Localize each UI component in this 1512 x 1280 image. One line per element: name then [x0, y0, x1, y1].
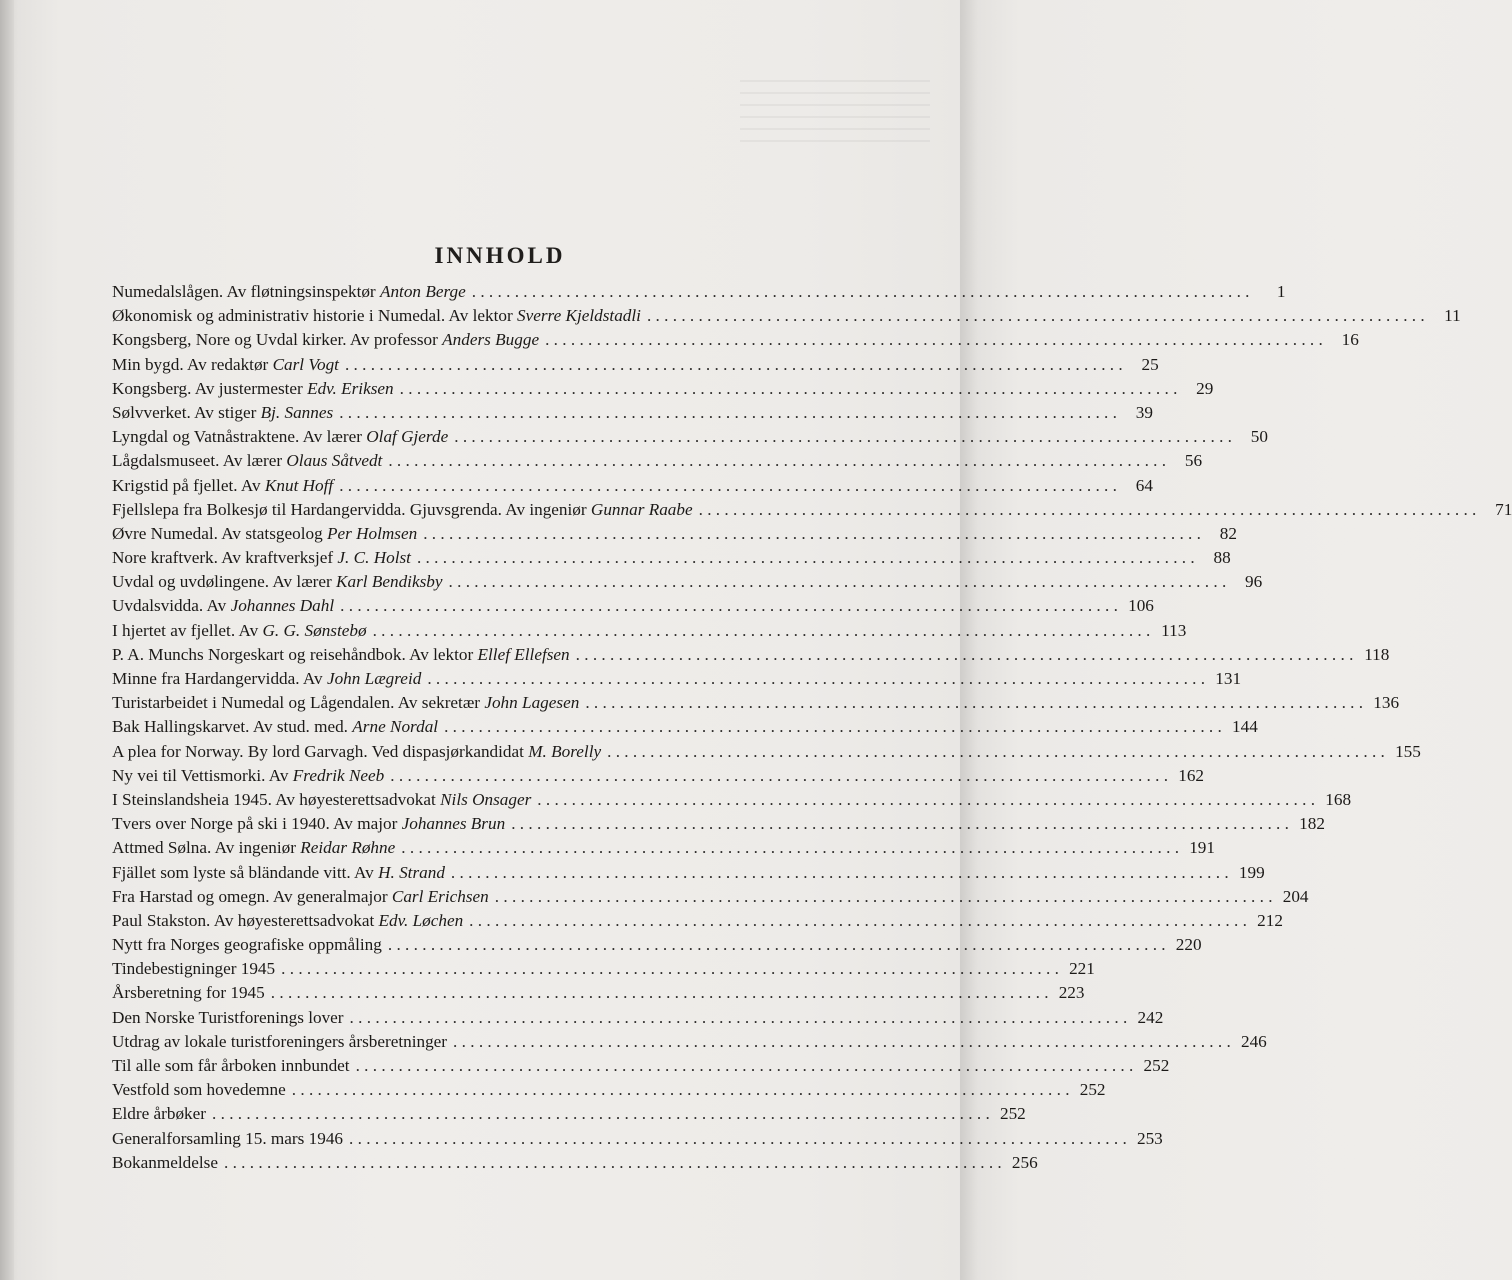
toc-entry-text: Attmed Sølna. Av ingeniør: [112, 838, 301, 858]
toc-entry-author: Carl Vogt: [272, 354, 339, 374]
toc-entry: [112, 836, 1215, 860]
dot-leader: [647, 304, 1425, 328]
toc-entry-title: [112, 498, 693, 522]
toc-entry-text: Vestfold som hovedemne: [112, 1080, 286, 1100]
dot-leader: [423, 522, 1201, 546]
toc-entry-text: Økonomisk og administrativ historie i Numedal. Av lektor: [112, 306, 517, 326]
toc-entry-author: Sverre Kjeldstadli: [516, 306, 641, 326]
contents-heading: INNHOLD: [434, 243, 566, 269]
dot-leader: [388, 449, 1166, 473]
toc-entry: [112, 328, 1359, 352]
toc-entry-page-number: 220: [1175, 935, 1202, 955]
toc-entry-page-number: 162: [1178, 765, 1205, 785]
toc-entry: [112, 474, 1153, 498]
toc-entry-title: [112, 1030, 447, 1054]
toc-entry-page-number: 221: [1069, 959, 1095, 979]
toc-entry-text: Eldre årbøker: [112, 1104, 207, 1124]
toc-entry-text: Fjellslepa fra Bolkesjø til Hardangervidda. Gjuvsgrenda. Av ingeniør: [112, 499, 591, 519]
toc-entry-title: [112, 570, 443, 594]
dot-leader: [585, 691, 1363, 715]
toc-entry-page-number: 1: [1276, 282, 1286, 301]
dot-leader: [292, 1078, 1070, 1102]
toc-entry: [112, 643, 1390, 667]
dot-leader: [373, 619, 1151, 643]
toc-entry-page-number: 252: [1079, 1080, 1106, 1100]
dot-leader: [339, 401, 1117, 425]
dot-leader: [390, 764, 1168, 788]
dot-leader: [469, 909, 1247, 933]
toc-entry-text: Fjället som lyste så bländande vitt. Av: [112, 862, 379, 882]
toc-entry-text: Ny vei til Vettismorki. Av: [112, 765, 293, 785]
toc-entry-page-number: 168: [1325, 789, 1352, 809]
toc-entry-title: [112, 981, 265, 1005]
toc-entry-text: Kongsberg. Av justermester: [112, 378, 308, 398]
toc-entry-title: [112, 377, 394, 401]
toc-entry-page-number: 199: [1238, 862, 1265, 882]
toc-entry-text: Turistarbeidet i Numedal og Lågendalen. Av sekretær: [112, 693, 485, 713]
toc-entry-page-number: 113: [1161, 620, 1187, 640]
toc-entry: [112, 981, 1085, 1005]
dot-leader: [472, 280, 1250, 304]
toc-entry-page-number: 191: [1189, 838, 1215, 858]
toc-entry-title: [112, 425, 448, 449]
dot-leader: [511, 812, 1289, 836]
toc-entry-page-number: 29: [1196, 378, 1214, 398]
toc-entry-author: J. C. Holst: [337, 548, 411, 568]
toc-entry-title: [112, 619, 367, 643]
toc-entry-title: [112, 522, 417, 546]
toc-entry-text: Lågdalsmuseet. Av lærer: [112, 451, 287, 471]
toc-entry-title: [112, 546, 411, 570]
toc-entry-author: Reidar Røhne: [300, 838, 396, 858]
toc-entry-title: [112, 1006, 344, 1030]
toc-entry-author: Carl Erichsen: [391, 886, 489, 906]
toc-entry-title: [112, 304, 641, 328]
toc-entry-author: Edv. Eriksen: [307, 378, 394, 398]
toc-entry: [112, 522, 1237, 546]
toc-entry-text: Krigstid på fjellet. Av: [112, 475, 265, 495]
toc-entry-text: Paul Stakston. Av høyesterettsadvokat: [112, 910, 379, 930]
toc-entry: [112, 885, 1309, 909]
toc-entry-page-number: 88: [1213, 548, 1231, 568]
toc-entry: [112, 740, 1421, 764]
toc-entry-title: [112, 812, 505, 836]
toc-entry-title: [112, 594, 334, 618]
toc-entry-page-number: 118: [1364, 644, 1390, 664]
dot-leader: [417, 546, 1195, 570]
toc-entry: [112, 401, 1153, 425]
toc-entry: [112, 425, 1268, 449]
toc-entry-text: Minne fra Hardangervidda. Av: [112, 669, 327, 688]
toc-entry-text: Den Norske Turistforenings lover: [112, 1007, 344, 1027]
toc-entry-text: Nore kraftverk. Av kraftverksjef: [112, 548, 338, 568]
toc-entry-page-number: 11: [1444, 306, 1461, 326]
toc-entry: [112, 1102, 1026, 1126]
toc-entry-author: Edv. Løchen: [378, 910, 464, 930]
dot-leader: [451, 861, 1229, 885]
toc-entry-page-number: 64: [1135, 475, 1153, 495]
toc-entry-title: [112, 1078, 286, 1102]
dot-leader: [449, 570, 1227, 594]
toc-entry-author: Arne Nordal: [352, 717, 439, 737]
toc-entry-page-number: 71: [1495, 499, 1512, 519]
toc-entry-page-number: 131: [1215, 669, 1242, 688]
dot-leader: [401, 836, 1179, 860]
toc-entry-author: John Lægreid: [326, 669, 422, 688]
dot-leader: [454, 425, 1232, 449]
toc-entry-text: Sølvverket. Av stiger: [112, 402, 261, 422]
toc-entry-author: Olaf Gjerde: [366, 427, 449, 447]
toc-entry-page-number: 56: [1184, 451, 1203, 471]
toc-entry-text: Fra Harstad og omegn. Av generalmajor: [112, 886, 392, 906]
toc-entry-title: [112, 1151, 218, 1175]
page-gutter-shadow: [0, 0, 14, 1280]
toc-entry-title: [112, 885, 489, 909]
toc-entry-page-number: 136: [1373, 693, 1400, 713]
toc-entry-author: Knut Hoff: [264, 475, 334, 495]
toc-entry: [112, 691, 1400, 715]
toc-entry: [112, 1006, 1164, 1030]
dot-leader: [427, 667, 1205, 691]
toc-entry-text: Lyngdal og Vatnåstraktene. Av lærer: [112, 427, 367, 447]
dot-leader: [345, 353, 1123, 377]
toc-entry-text: I Steinslandsheia 1945. Av høyesterettsadvokat: [112, 789, 441, 809]
toc-entry-text: Uvdal og uvdølingene. Av lærer: [112, 572, 337, 592]
toc-entry-title: [112, 861, 445, 885]
toc-entry-title: [112, 1127, 343, 1151]
toc-entry-author: Bj. Sannes: [260, 402, 334, 422]
dot-leader: [576, 643, 1354, 667]
toc-entry-text: Generalforsamling 15. mars 1946: [112, 1128, 344, 1148]
toc-entry-author: Gunnar Raabe: [590, 499, 693, 519]
toc-entry: [112, 715, 1258, 739]
toc-entry-author: H. Strand: [378, 862, 445, 882]
toc-entry-author: Karl Bendiksby: [336, 572, 443, 592]
toc-entry-title: [112, 836, 395, 860]
dot-leader: [349, 1127, 1127, 1151]
toc-entry: [112, 280, 1286, 304]
toc-entry-title: [112, 740, 601, 764]
toc-entry-text: Nytt fra Norges geografiske oppmåling: [112, 935, 382, 955]
toc-entry-text: Bak Hallingskarvet. Av stud. med.: [112, 717, 353, 737]
toc-entry-text: Til alle som får årboken innbundet: [112, 1056, 350, 1075]
toc-entry-page-number: 212: [1257, 910, 1283, 930]
toc-entry-page-number: 144: [1232, 717, 1258, 737]
toc-entry-title: [112, 691, 579, 715]
toc-entry-title: [112, 401, 333, 425]
dot-leader: [340, 594, 1118, 618]
toc-entry-page-number: 106: [1128, 596, 1154, 616]
toc-entry-title: [112, 328, 539, 352]
toc-entry-text: Numedalslågen. Av fløtningsinspektør: [112, 282, 380, 301]
toc-entry: [112, 788, 1352, 812]
toc-entry: [112, 377, 1214, 401]
toc-entry-title: [112, 788, 531, 812]
toc-entry: [112, 304, 1461, 328]
toc-entry: [112, 1054, 1170, 1078]
dot-leader: [495, 885, 1273, 909]
toc-entry: [112, 667, 1242, 691]
toc-entry: [112, 594, 1154, 618]
toc-entry-page-number: 256: [1011, 1152, 1038, 1172]
toc-entry-text: Uvdalsvidda. Av: [112, 596, 231, 616]
toc-entry: [112, 353, 1159, 377]
toc-entry-text: I hjertet av fjellet. Av: [112, 620, 263, 640]
toc-entry-author: Anton Berge: [379, 282, 466, 301]
toc-entry-text: Utdrag av lokale turistforeningers årsberetninger: [112, 1031, 448, 1051]
toc-entry-title: [112, 764, 384, 788]
toc-entry-title: [112, 449, 382, 473]
toc-entry-text: Øvre Numedal. Av statsgeolog: [112, 523, 327, 543]
dot-leader: [444, 715, 1222, 739]
toc-entry-page-number: 246: [1240, 1031, 1267, 1051]
toc-entry: [112, 909, 1283, 933]
toc-entry-page-number: 253: [1136, 1128, 1163, 1148]
dot-leader: [271, 981, 1049, 1005]
toc-entry: [112, 1078, 1106, 1102]
toc-entry-title: [112, 643, 570, 667]
toc-entry-page-number: 25: [1141, 354, 1159, 374]
toc-entry-title: [112, 715, 438, 739]
dot-leader: [224, 1151, 1002, 1175]
toc-entry-title: [112, 667, 421, 691]
dot-leader: [281, 957, 1059, 981]
toc-entry-author: Per Holmsen: [326, 523, 418, 543]
toc-entry-author: Nils Onsager: [440, 789, 532, 809]
toc-entry-page-number: 155: [1395, 741, 1421, 761]
dot-leader: [607, 740, 1385, 764]
toc-entry-author: G. G. Sønstebø: [262, 620, 367, 640]
show-through-text: [740, 70, 930, 210]
dot-leader: [350, 1006, 1128, 1030]
toc-entry-page-number: 252: [1143, 1056, 1170, 1075]
toc-entry-author: Johannes Brun: [401, 814, 506, 834]
dot-leader: [453, 1030, 1231, 1054]
dot-leader: [400, 377, 1178, 401]
toc-entry-title: [112, 909, 463, 933]
dot-leader: [699, 498, 1477, 522]
toc-entry: [112, 1151, 1038, 1175]
toc-entry-page-number: 16: [1341, 330, 1359, 350]
toc-entry-page-number: 82: [1219, 523, 1237, 543]
toc-entry-author: Fredrik Neeb: [292, 765, 385, 785]
toc-entry-page-number: 96: [1245, 572, 1263, 592]
dot-leader: [545, 328, 1323, 352]
toc-entry-text: Tindebestigninger 1945: [112, 959, 276, 979]
toc-entry: [112, 957, 1095, 981]
toc-entry-title: [112, 353, 339, 377]
toc-entry-text: Min bygd. Av redaktør: [112, 354, 273, 374]
toc-entry: [112, 1127, 1163, 1151]
toc-entry-text: Kongsberg, Nore og Uvdal kirker. Av professor: [112, 330, 443, 350]
toc-entry-page-number: 223: [1058, 983, 1085, 1003]
toc-entry: [112, 764, 1205, 788]
toc-entry: [112, 449, 1203, 473]
toc-entry-author: John Lagesen: [484, 693, 580, 713]
table-of-contents: [112, 280, 1512, 1175]
toc-entry-page-number: 204: [1282, 886, 1309, 906]
toc-entry-author: M. Borelly: [528, 741, 602, 761]
dot-leader: [212, 1102, 990, 1126]
dot-leader: [356, 1054, 1134, 1078]
toc-entry-title: [112, 1054, 350, 1078]
dot-leader: [388, 933, 1166, 957]
toc-entry-text: P. A. Munchs Norgeskart og reisehåndbok. Av lektor: [112, 644, 478, 664]
toc-entry-title: [112, 933, 382, 957]
toc-entry: [112, 498, 1512, 522]
toc-entry: [112, 546, 1231, 570]
toc-entry-text: Bokanmeldelse: [112, 1152, 218, 1172]
toc-entry-text: Tvers over Norge på ski i 1940. Av major: [112, 814, 402, 834]
toc-entry-title: [112, 474, 333, 498]
toc-entry-title: [112, 1102, 206, 1126]
dot-leader: [339, 474, 1117, 498]
toc-entry-page-number: 242: [1137, 1007, 1164, 1027]
toc-entry-text: Årsberetning for 1945: [112, 983, 265, 1003]
dot-leader: [537, 788, 1315, 812]
toc-entry-page-number: 182: [1299, 814, 1325, 834]
toc-entry: [112, 619, 1187, 643]
toc-entry-author: Anders Bugge: [442, 330, 540, 350]
toc-entry-page-number: 252: [999, 1104, 1026, 1124]
toc-entry: [112, 933, 1202, 957]
toc-entry-author: Olaus Såtvedt: [286, 451, 383, 471]
toc-entry-page-number: 50: [1250, 427, 1268, 447]
toc-entry-page-number: 39: [1135, 402, 1153, 422]
toc-entry-author: Ellef Ellefsen: [477, 644, 570, 664]
toc-entry-author: Johannes Dahl: [230, 596, 335, 616]
toc-entry: [112, 1030, 1267, 1054]
toc-entry-text: A plea for Norway. By lord Garvagh. Ved dispasjørkandidat: [112, 741, 529, 761]
toc-entry-title: [112, 280, 466, 304]
toc-entry: [112, 570, 1263, 594]
toc-entry: [112, 861, 1265, 885]
toc-entry: [112, 812, 1325, 836]
toc-entry-title: [112, 957, 275, 981]
